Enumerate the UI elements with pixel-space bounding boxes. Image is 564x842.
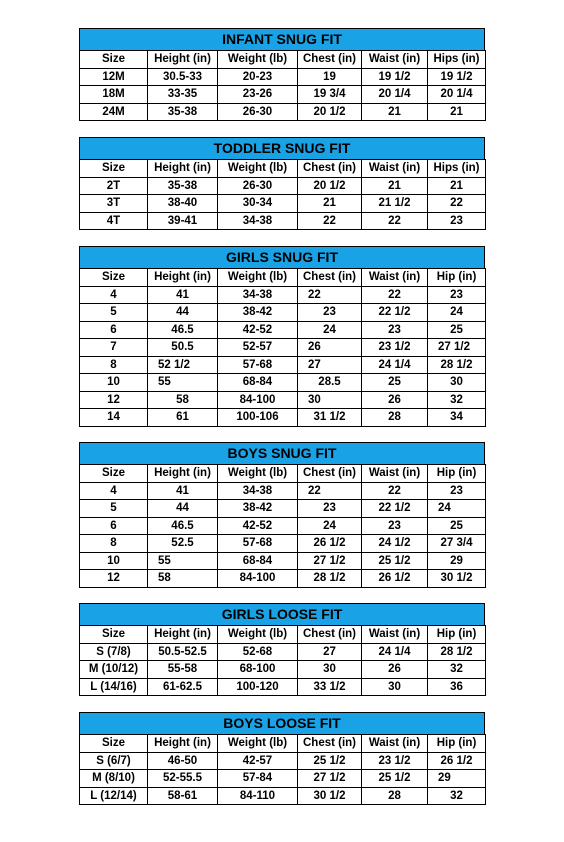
size-chart-infant-snug-fit: [79, 28, 485, 121]
table-row: [80, 339, 486, 357]
table-cell: 38-40: [148, 195, 218, 213]
table-cell: 25: [428, 321, 486, 339]
table-cell: 12: [80, 570, 148, 588]
table-cell: 4: [80, 286, 148, 304]
table-cell: 32: [428, 661, 486, 679]
table-cell: 55-58: [148, 661, 218, 679]
table-cell: 10: [80, 374, 148, 392]
table-cell: 22: [428, 195, 486, 213]
table-cell: 24: [298, 321, 362, 339]
table-row: [80, 177, 486, 195]
table-cell: 22 1/2: [362, 500, 428, 518]
table-cell: 21: [362, 177, 428, 195]
column-header: Chest (in): [298, 269, 362, 287]
table-cell: 20-23: [218, 68, 298, 86]
table-cell: 23: [298, 500, 362, 518]
table-cell: 27 1/2: [298, 770, 362, 788]
table-cell: 30: [362, 678, 428, 696]
table-cell: L (14/16): [80, 678, 148, 696]
table-cell: 20 1/2: [298, 177, 362, 195]
table-cell: 68-84: [218, 552, 298, 570]
table-cell: 58-61: [148, 787, 218, 805]
column-header: Size: [80, 626, 148, 644]
size-chart-toddler-snug-fit: [79, 137, 485, 230]
table-cell: 12M: [80, 68, 148, 86]
table-cell: 21: [298, 195, 362, 213]
column-header: Size: [80, 269, 148, 287]
table-cell: 68-84: [218, 374, 298, 392]
table-cell: 26 1/2: [298, 535, 362, 553]
table-row: [80, 86, 486, 104]
table-cell: 28: [362, 787, 428, 805]
table-cell: 21: [428, 103, 486, 121]
table-cell: 50.5: [148, 339, 218, 357]
table-cell: 24: [298, 517, 362, 535]
table-cell: M (10/12): [80, 661, 148, 679]
table-cell: 44: [148, 500, 218, 518]
chart-title: BOYS SNUG FIT: [79, 442, 485, 464]
table-cell: 32: [428, 391, 486, 409]
table-cell: 57-68: [218, 535, 298, 553]
table-cell: 30: [428, 374, 486, 392]
column-header: Hip (in): [428, 465, 486, 483]
table-row: [80, 286, 486, 304]
table-cell: 21 1/2: [362, 195, 428, 213]
column-header: Chest (in): [298, 51, 362, 69]
table-cell: 68-100: [218, 661, 298, 679]
table-cell: 22: [298, 212, 362, 230]
table-cell: 42-57: [218, 752, 298, 770]
table-cell: 84-110: [218, 787, 298, 805]
table-cell: 52-55.5: [148, 770, 218, 788]
table-cell: 100-120: [218, 678, 298, 696]
table-cell: 52 1/2: [148, 356, 218, 374]
table-cell: 30 1/2: [298, 787, 362, 805]
table-cell: 26-30: [218, 103, 298, 121]
table-cell: 52.5: [148, 535, 218, 553]
table-cell: 27 3/4: [428, 535, 486, 553]
column-header: Height (in): [148, 735, 218, 753]
column-header: Waist (in): [362, 465, 428, 483]
table-cell: 100-106: [218, 409, 298, 427]
column-header: Size: [80, 160, 148, 178]
table-cell: 4T: [80, 212, 148, 230]
table-cell: 34-38: [218, 212, 298, 230]
table-cell: 28: [362, 409, 428, 427]
column-header: Weight (lb): [218, 735, 298, 753]
column-header: Height (in): [148, 465, 218, 483]
table-cell: 4: [80, 482, 148, 500]
table-cell: 19 3/4: [298, 86, 362, 104]
table-cell: 10: [80, 552, 148, 570]
table-cell: 21: [362, 103, 428, 121]
size-chart-girls-loose-fit: [79, 603, 485, 696]
column-header: Waist (in): [362, 51, 428, 69]
column-header: Height (in): [148, 269, 218, 287]
table-cell: 22: [362, 286, 428, 304]
table-row: [80, 391, 486, 409]
table-cell: 35-38: [148, 103, 218, 121]
table-cell: 23: [428, 482, 486, 500]
table-row: [80, 482, 486, 500]
table-cell: 24 1/4: [362, 356, 428, 374]
table-cell: 23 1/2: [362, 339, 428, 357]
table-cell: 26: [362, 661, 428, 679]
table-cell: 30.5-33: [148, 68, 218, 86]
table-cell: 46.5: [148, 321, 218, 339]
size-chart-boys-snug-fit: [79, 442, 485, 588]
table-cell: 27 1/2: [298, 552, 362, 570]
table-cell: 57-68: [218, 356, 298, 374]
column-header: Height (in): [148, 51, 218, 69]
table-row: [80, 570, 486, 588]
table-cell: 28 1/2: [298, 570, 362, 588]
header-row: [80, 269, 486, 287]
table-cell: 84-100: [218, 391, 298, 409]
table-cell: 8: [80, 356, 148, 374]
column-header: Waist (in): [362, 160, 428, 178]
table-cell: 7: [80, 339, 148, 357]
table-cell: 24 1/2: [362, 535, 428, 553]
table-cell: 22: [298, 482, 362, 500]
table-cell: 61: [148, 409, 218, 427]
table-cell: 36: [428, 678, 486, 696]
table-row: [80, 321, 486, 339]
table-cell: 26 1/2: [362, 570, 428, 588]
column-header: Hip (in): [428, 269, 486, 287]
column-header: Hips (in): [428, 160, 486, 178]
table-row: [80, 678, 486, 696]
chart-title: TODDLER SNUG FIT: [79, 137, 485, 159]
table-cell: 33-35: [148, 86, 218, 104]
table-row: [80, 787, 486, 805]
table-row: [80, 374, 486, 392]
size-chart-girls-snug-fit: [79, 246, 485, 427]
table-cell: 23: [428, 212, 486, 230]
table-row: [80, 103, 486, 121]
table-cell: 25 1/2: [298, 752, 362, 770]
column-header: Size: [80, 465, 148, 483]
table-cell: 34-38: [218, 286, 298, 304]
table-cell: 22 1/2: [362, 304, 428, 322]
table-cell: 30 1/2: [428, 570, 486, 588]
table-cell: 25: [428, 517, 486, 535]
table-cell: 46-50: [148, 752, 218, 770]
table-row: [80, 356, 486, 374]
table-cell: S (7/8): [80, 643, 148, 661]
column-header: Chest (in): [298, 735, 362, 753]
table-cell: 26: [362, 391, 428, 409]
column-header: Hips (in): [428, 51, 486, 69]
table-cell: 29: [428, 770, 486, 788]
table-cell: 24: [428, 304, 486, 322]
table-row: [80, 68, 486, 86]
table-cell: 52-68: [218, 643, 298, 661]
table-cell: 28.5: [298, 374, 362, 392]
column-header: Hip (in): [428, 735, 486, 753]
table-cell: 42-52: [218, 517, 298, 535]
table-cell: 21: [428, 177, 486, 195]
column-header: Height (in): [148, 626, 218, 644]
table-cell: 50.5-52.5: [148, 643, 218, 661]
table-cell: 23 1/2: [362, 752, 428, 770]
table-cell: 34: [428, 409, 486, 427]
table-cell: 31 1/2: [298, 409, 362, 427]
column-header: Height (in): [148, 160, 218, 178]
table-cell: 3T: [80, 195, 148, 213]
table-cell: 23: [362, 517, 428, 535]
table-cell: 58: [148, 391, 218, 409]
column-header: Waist (in): [362, 269, 428, 287]
table-cell: 58: [148, 570, 218, 588]
table-cell: 41: [148, 482, 218, 500]
table-cell: 27: [298, 643, 362, 661]
table-cell: 23: [298, 304, 362, 322]
column-header: Chest (in): [298, 160, 362, 178]
table-cell: 25: [362, 374, 428, 392]
table-cell: 14: [80, 409, 148, 427]
table-cell: 30: [298, 391, 362, 409]
table-cell: 34-38: [218, 482, 298, 500]
chart-title: GIRLS SNUG FIT: [79, 246, 485, 268]
column-header: Size: [80, 735, 148, 753]
table-cell: L (12/14): [80, 787, 148, 805]
table-cell: 23: [428, 286, 486, 304]
table-cell: S (6/7): [80, 752, 148, 770]
table-cell: 55: [148, 552, 218, 570]
header-row: [80, 626, 486, 644]
column-header: Waist (in): [362, 735, 428, 753]
table-cell: 23-26: [218, 86, 298, 104]
table-row: [80, 212, 486, 230]
column-header: Chest (in): [298, 626, 362, 644]
table-cell: 29: [428, 552, 486, 570]
column-header: Weight (lb): [218, 160, 298, 178]
table-cell: 18M: [80, 86, 148, 104]
table-row: [80, 409, 486, 427]
column-header: Chest (in): [298, 465, 362, 483]
size-chart-boys-loose-fit: [79, 712, 485, 805]
table-cell: 30: [298, 661, 362, 679]
table-cell: 22: [298, 286, 362, 304]
chart-title: GIRLS LOOSE FIT: [79, 603, 485, 625]
table-cell: 28 1/2: [428, 356, 486, 374]
table-cell: 44: [148, 304, 218, 322]
column-header: Size: [80, 51, 148, 69]
table-cell: 35-38: [148, 177, 218, 195]
table-cell: 57-84: [218, 770, 298, 788]
table-row: [80, 552, 486, 570]
table-cell: 28 1/2: [428, 643, 486, 661]
size-table: [79, 625, 486, 696]
size-table: [79, 50, 486, 121]
table-row: [80, 661, 486, 679]
table-cell: 20 1/4: [428, 86, 486, 104]
size-table: [79, 734, 486, 805]
header-row: [80, 465, 486, 483]
size-table: [79, 159, 486, 230]
size-table: [79, 464, 486, 588]
table-cell: 19: [298, 68, 362, 86]
table-cell: 12: [80, 391, 148, 409]
table-cell: 20 1/2: [298, 103, 362, 121]
header-row: [80, 51, 486, 69]
table-cell: 8: [80, 535, 148, 553]
table-cell: 19 1/2: [362, 68, 428, 86]
column-header: Weight (lb): [218, 269, 298, 287]
table-cell: 24: [428, 500, 486, 518]
table-cell: 61-62.5: [148, 678, 218, 696]
table-cell: 84-100: [218, 570, 298, 588]
column-header: Hip (in): [428, 626, 486, 644]
table-cell: 6: [80, 517, 148, 535]
table-cell: 41: [148, 286, 218, 304]
table-cell: 25 1/2: [362, 552, 428, 570]
table-row: [80, 770, 486, 788]
table-cell: 38-42: [218, 304, 298, 322]
table-cell: 5: [80, 500, 148, 518]
table-cell: 20 1/4: [362, 86, 428, 104]
chart-title: INFANT SNUG FIT: [79, 28, 485, 50]
table-row: [80, 517, 486, 535]
table-cell: 52-57: [218, 339, 298, 357]
table-cell: 26: [298, 339, 362, 357]
header-row: [80, 160, 486, 178]
table-cell: 33 1/2: [298, 678, 362, 696]
table-cell: 24M: [80, 103, 148, 121]
table-cell: 26 1/2: [428, 752, 486, 770]
table-cell: 22: [362, 482, 428, 500]
table-cell: M (8/10): [80, 770, 148, 788]
table-cell: 27 1/2: [428, 339, 486, 357]
table-cell: 23: [362, 321, 428, 339]
table-row: [80, 195, 486, 213]
table-cell: 6: [80, 321, 148, 339]
column-header: Weight (lb): [218, 465, 298, 483]
column-header: Weight (lb): [218, 626, 298, 644]
table-row: [80, 535, 486, 553]
table-cell: 24 1/4: [362, 643, 428, 661]
table-cell: 42-52: [218, 321, 298, 339]
column-header: Weight (lb): [218, 51, 298, 69]
table-row: [80, 752, 486, 770]
table-cell: 46.5: [148, 517, 218, 535]
table-cell: 22: [362, 212, 428, 230]
table-cell: 55: [148, 374, 218, 392]
table-cell: 2T: [80, 177, 148, 195]
table-cell: 26-30: [218, 177, 298, 195]
table-cell: 38-42: [218, 500, 298, 518]
table-cell: 25 1/2: [362, 770, 428, 788]
table-row: [80, 500, 486, 518]
table-cell: 19 1/2: [428, 68, 486, 86]
table-cell: 39-41: [148, 212, 218, 230]
table-cell: 5: [80, 304, 148, 322]
table-cell: 32: [428, 787, 486, 805]
table-row: [80, 304, 486, 322]
size-table: [79, 268, 486, 427]
chart-title: BOYS LOOSE FIT: [79, 712, 485, 734]
column-header: Waist (in): [362, 626, 428, 644]
header-row: [80, 735, 486, 753]
table-row: [80, 643, 486, 661]
table-cell: 30-34: [218, 195, 298, 213]
table-cell: 27: [298, 356, 362, 374]
